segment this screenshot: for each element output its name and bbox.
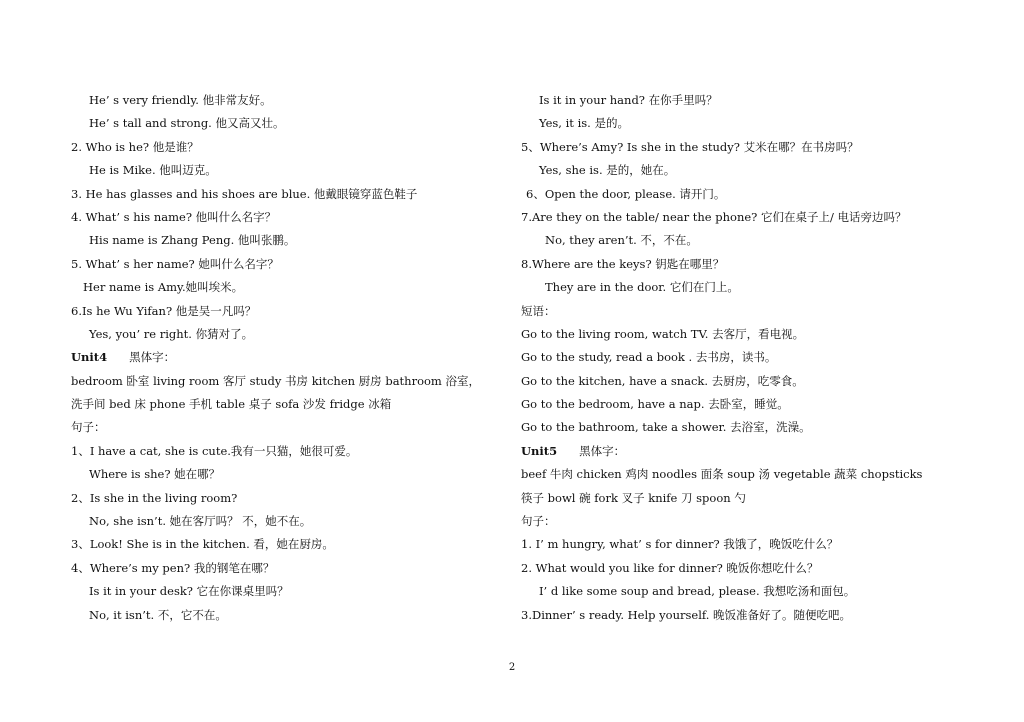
text-line <box>71 206 501 229</box>
text-line <box>521 346 981 369</box>
unit-subtitle: 黑体字： <box>129 350 176 365</box>
line-text: 4. What’ s his name? 他叫什么名字？ <box>71 209 277 224</box>
line-text: 2. What would you like for dinner? 晚饭你想吃什么？ <box>521 560 819 575</box>
line-text: Go to the living room, watch TV. 去客厅，看电视。 <box>521 326 805 341</box>
line-text: 4、Where’s my pen? 我的钢笔在哪？ <box>71 560 275 575</box>
line-text: 5、Where’s Amy? Is she in the study? 艾米在哪？在书房吗？ <box>521 139 859 154</box>
unit-title: Unit5 <box>521 443 558 458</box>
text-line <box>71 112 501 135</box>
line-text: 3.Dinner’ s ready. Help yourself. 晚饭准备好了。随便吃吧。 <box>521 607 852 622</box>
text-line <box>521 183 981 206</box>
line-text: Go to the bathroom, take a shower. 去浴室，洗澡。 <box>521 420 811 435</box>
text-line <box>71 393 501 416</box>
text-line <box>521 136 981 159</box>
line-text: 7.Are they on the table/ near the phone? 它们在桌子上/ 电话旁边吗？ <box>521 209 907 224</box>
line-text: 短语： <box>521 303 556 318</box>
line-text: 2、Is she in the living room? <box>71 490 238 505</box>
line-text: No, it isn’t. 不，它不在。 <box>89 607 227 622</box>
line-text: Yes, it is. 是的。 <box>539 116 629 131</box>
text-line <box>71 370 501 393</box>
line-text: Where is she? 她在哪？ <box>89 467 221 482</box>
left-column <box>71 89 501 627</box>
text-line <box>71 89 501 112</box>
line-text: 1、I have a cat, she is cute.我有一只猫，她很可爱。 <box>71 443 358 458</box>
line-text: Go to the bedroom, have a nap. 去卧室，睡觉。 <box>521 397 789 412</box>
line-text: Go to the study, read a book . 去书房，读书。 <box>521 350 777 365</box>
text-line <box>71 487 501 510</box>
text-line <box>521 229 981 252</box>
text-line <box>521 393 981 416</box>
line-text: He’ s very friendly. 他非常友好。 <box>89 93 272 107</box>
line-text: He’ s tall and strong. 他又高又壮。 <box>89 116 285 131</box>
line-text: 筷子 bowl 碗 fork 叉子 knife 刀 spoon 勺 <box>521 490 746 505</box>
text-line <box>521 557 981 580</box>
line-text: 5. What’ s her name? 她叫什么名字？ <box>71 256 279 271</box>
line-text: They are in the door. 它们在门上。 <box>545 280 739 295</box>
line-text: Her name is Amy.她叫埃米。 <box>83 280 244 295</box>
line-text: 2. Who is he? 他是谁？ <box>71 139 199 154</box>
unit-heading <box>71 346 501 369</box>
line-text: bedroom 卧室 living room 客厅 study 书房 kitchen 厨房 bathroom 浴室， <box>71 373 480 388</box>
line-text: 句子： <box>71 420 106 435</box>
text-line <box>71 416 501 439</box>
page-number: 2 <box>508 662 516 673</box>
line-text: 6.Is he Wu Yifan? 他是吴一凡吗？ <box>71 303 257 318</box>
line-text: Yes, she is. 是的，她在。 <box>539 163 676 178</box>
line-text: Go to the kitchen, have a snack. 去厨房，吃零食。 <box>521 373 804 388</box>
unit-heading <box>521 440 981 463</box>
text-line <box>521 604 981 627</box>
text-line <box>521 89 981 112</box>
line-text: 3、Look! She is in the kitchen. 看，她在厨房。 <box>71 537 334 552</box>
text-line <box>71 159 501 182</box>
text-line <box>71 276 501 299</box>
text-line <box>71 533 501 556</box>
text-line <box>521 206 981 229</box>
text-line <box>521 276 981 299</box>
text-line <box>71 510 501 533</box>
line-text: His name is Zhang Peng. 他叫张鹏。 <box>89 233 296 248</box>
text-line <box>71 580 501 603</box>
text-line <box>71 229 501 252</box>
text-line <box>71 440 501 463</box>
text-line <box>521 323 981 346</box>
text-line <box>521 112 981 135</box>
text-line <box>521 416 981 439</box>
line-text: No, she isn’t. 她在客厅吗？ 不，她不在。 <box>89 514 312 529</box>
text-line <box>521 370 981 393</box>
text-line <box>521 533 981 556</box>
unit-subtitle: 黑体字： <box>579 443 626 458</box>
line-text: No, they aren’t. 不，不在。 <box>545 233 698 248</box>
text-line <box>521 300 981 323</box>
text-line <box>521 159 981 182</box>
text-line <box>71 300 501 323</box>
text-line <box>71 463 501 486</box>
text-line <box>71 183 501 206</box>
line-text: 8.Where are the keys? 钥匙在哪里？ <box>521 256 725 271</box>
line-text: Yes, you’ re right. 你猜对了。 <box>89 326 254 341</box>
text-line <box>71 253 501 276</box>
text-line <box>521 253 981 276</box>
line-text: Is it in your desk? 它在你课桌里吗？ <box>89 584 289 599</box>
text-line <box>521 487 981 510</box>
text-line <box>71 557 501 580</box>
line-text: He is Mike. 他叫迈克。 <box>89 163 217 178</box>
unit-title: Unit4 <box>71 350 108 365</box>
right-column <box>521 89 981 627</box>
text-line <box>521 580 981 603</box>
text-line <box>71 323 501 346</box>
line-text: 句子： <box>521 514 556 529</box>
line-text: 6、Open the door, please. 请开门。 <box>526 186 726 201</box>
line-text: beef 牛肉 chicken 鸡肉 noodles 面条 soup 汤 vegetable 蔬菜 chopsticks <box>521 467 923 482</box>
line-text: I’ d like some soup and bread, please. 我想吃汤和面包。 <box>539 584 856 599</box>
text-line <box>71 136 501 159</box>
line-text: 洗手间 bed 床 phone 手机 table 桌子 sofa 沙发 fridge 冰箱 <box>71 397 392 412</box>
text-line <box>71 604 501 627</box>
line-text: 1. I’ m hungry, what’ s for dinner? 我饿了，晚饭吃什么？ <box>521 537 839 552</box>
line-text: 3. He has glasses and his shoes are blue. 他戴眼镜穿蓝色鞋子 <box>71 186 418 201</box>
text-line <box>521 463 981 486</box>
text-line <box>521 510 981 533</box>
line-text: Is it in your hand? 在你手里吗？ <box>539 93 718 107</box>
